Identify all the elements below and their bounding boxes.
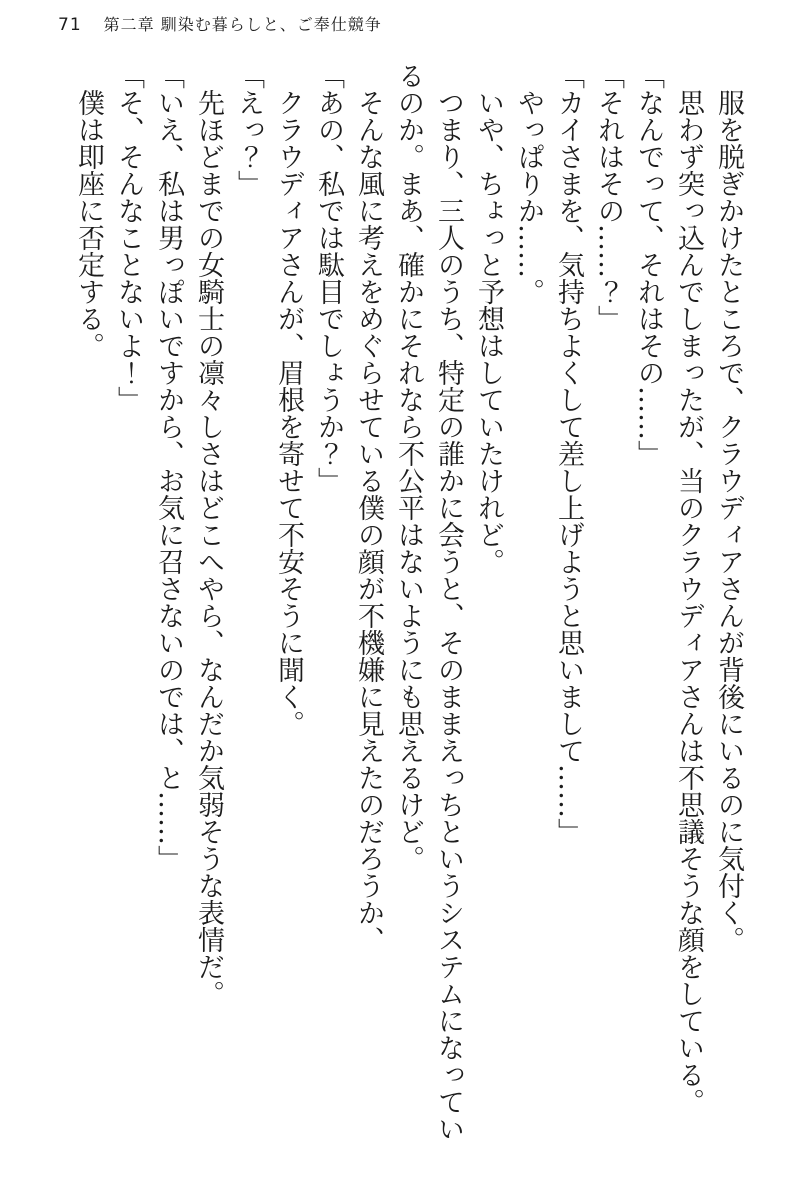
narration-line: 僕は即座に否定する。 xyxy=(73,89,104,359)
narration-line: そんな風に考えをめぐらせている僕の顔が不機嫌に見えたのだろうか、 xyxy=(353,89,384,953)
dialogue-line: 「それはその……？」 xyxy=(593,62,624,332)
narration-line: やっぱりか……。 xyxy=(513,89,544,305)
dialogue-line: 「えっ？」 xyxy=(233,62,264,197)
dialogue-line: 「あの、私では駄目でしょうか？」 xyxy=(313,62,344,494)
narration-line: クラウディアさんが、眉根を寄せて不安そうに聞く。 xyxy=(273,89,304,737)
dialogue-line: 「いえ、私は男っぽいですから、お気に召さないのでは、と……」 xyxy=(153,62,184,872)
narration-line: 服を脱ぎかけたところで、クラウディアさんが背後にいるのに気付く。 xyxy=(713,89,744,953)
page-number: 71 xyxy=(58,15,82,35)
chapter-title: 第二章 馴染む暮らしと、ご奉仕競争 xyxy=(103,15,382,34)
narration-line: 思わず突っ込んでしまったが、当のクラウディアさんは不思議そうな顔をしている。 xyxy=(673,89,704,1115)
dialogue-line: 「なんでって、それはその……」 xyxy=(633,62,664,467)
dialogue-line: 「カイさまを、気持ちよくして差し上げようと思いまして……」 xyxy=(553,62,584,845)
page-text xyxy=(48,62,748,1142)
narration-line: つまり、三人のうち、特定の誰かに会うと、そのままえっちというシステムになっているのか。まあ、確かにそれなら不公平はないようにも思えるけど。 xyxy=(393,62,464,1142)
narration-line: いや、ちょっと予想はしていたけれど。 xyxy=(473,89,504,575)
page-header xyxy=(58,12,382,35)
narration-line: 先ほどまでの女騎士の凛々しさはどこへやら、なんだか気弱そうな表情だ。 xyxy=(193,89,224,1007)
dialogue-line: 「そ、そんなことないよ！」 xyxy=(113,62,144,413)
